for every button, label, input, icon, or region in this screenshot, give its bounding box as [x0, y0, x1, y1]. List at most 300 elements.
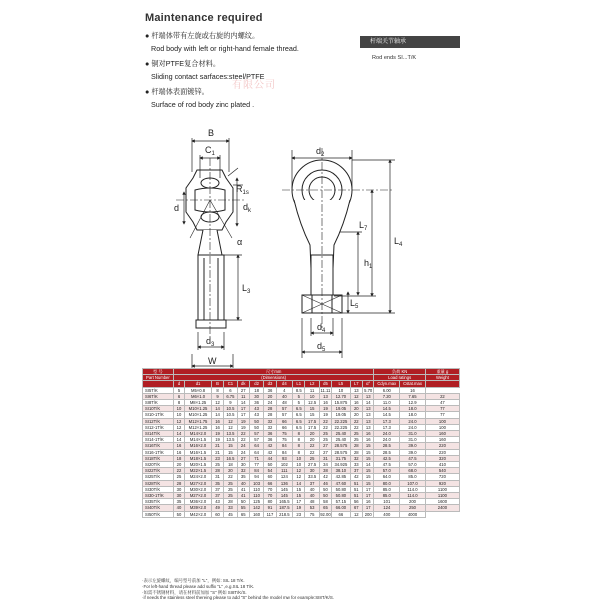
weight-header-cn: 重量 g — [425, 369, 459, 375]
table-cell: 5 — [293, 400, 305, 406]
table-cell: 160 — [249, 511, 263, 517]
table-cell: 14 — [211, 412, 223, 418]
table-cell: 11 — [237, 393, 249, 399]
table-cell: 16 — [362, 431, 373, 437]
dim-label-C1: $C_1$ — [205, 145, 215, 157]
table-cell: 7.20 — [374, 393, 400, 399]
table-cell: M39×2.0 — [185, 505, 212, 511]
table-cell: 25 — [319, 437, 331, 443]
table-cell: 42.85 — [332, 474, 351, 480]
table-cell: 17 — [293, 499, 305, 505]
table-cell: 41 — [237, 493, 249, 499]
table-cell: 25.40 — [332, 431, 351, 437]
table-cell: 50 — [249, 424, 263, 430]
table-cell: 21 — [211, 449, 223, 455]
table-cell: 16.5 — [224, 455, 237, 461]
table-cell: 10 — [305, 393, 319, 399]
table-row — [143, 499, 460, 505]
table-cell: 25 — [319, 431, 331, 437]
table-cell: 16 — [319, 400, 331, 406]
table-cell: 35 — [211, 480, 223, 486]
table-cell: 25.40 — [332, 437, 351, 443]
table-cell: 36 — [249, 400, 263, 406]
table-cell: 34 — [319, 462, 331, 468]
table-cell: 10 — [173, 406, 184, 412]
part-number-cell: SI22T/K — [143, 468, 174, 474]
spec-table — [142, 368, 460, 518]
table-cell: 22 — [224, 474, 237, 480]
table-cell: 10.5 — [224, 412, 237, 418]
table-cell: 15.875 — [332, 400, 351, 406]
table-cell: 30 — [173, 493, 184, 499]
table-cell: 31 — [319, 455, 331, 461]
dim-label-L4: $L_4$ — [394, 236, 403, 248]
dim-label-dk: $d_k$ — [243, 202, 252, 214]
dim-label-L5: $L_5$ — [350, 298, 359, 310]
table-cell: 27 — [319, 443, 331, 449]
table-cell: M14×1.5 — [185, 437, 212, 443]
table-cell: 42 — [319, 474, 331, 480]
table-cell: 218.5 — [276, 511, 292, 517]
table-cell: 25 — [350, 437, 362, 443]
table-cell: 66.00 — [332, 505, 351, 511]
table-cell: 20 — [305, 431, 319, 437]
part-number-cell: SI14-1T/K — [143, 437, 174, 443]
part-number-cell: SI16-1T/K — [143, 449, 174, 455]
table-cell: 14 — [237, 400, 249, 406]
part-number-cell: SI25T/K — [143, 474, 174, 480]
table-cell: 50 — [319, 486, 331, 492]
table-cell: 33 — [224, 505, 237, 511]
table-cell: 28 — [211, 468, 223, 474]
table-cell: M22×1.5 — [185, 468, 212, 474]
table-cell: 47 — [425, 400, 459, 406]
watermark: 有限公司 — [232, 80, 276, 91]
table-cell: 16 — [400, 387, 426, 393]
table-cell: 27 — [319, 449, 331, 455]
part-number-cell: SI50T/K — [143, 511, 174, 517]
table-cell: 19 — [319, 412, 331, 418]
table-cell: 16 — [362, 499, 373, 505]
bullet-icon: ● — [145, 59, 150, 68]
table-cell: 51 — [350, 493, 362, 499]
table-cell: 49 — [211, 505, 223, 511]
table-cell: M27×2.0 — [185, 493, 212, 499]
table-cell: 27 — [237, 387, 249, 393]
table-cell: 12 — [224, 418, 237, 424]
table-cell: 57.15 — [332, 499, 351, 505]
table-cell: 12 — [211, 400, 223, 406]
table-cell: 36 — [264, 431, 276, 437]
table-cell: 19 — [319, 406, 331, 412]
table-cell: 24 — [237, 443, 249, 449]
table-cell: 100 — [425, 424, 459, 430]
part-number-cell: SI5T/K — [143, 387, 174, 393]
table-cell: 12.5 — [305, 400, 319, 406]
table-cell: 25 — [224, 480, 237, 486]
table-cell: 14 — [293, 480, 305, 486]
table-cell: 22 — [350, 424, 362, 430]
table-cell: 50 — [319, 493, 331, 499]
table-cell: 57 — [249, 431, 263, 437]
feature-2-cn-text: 铜对PTFE复合材料。 — [151, 59, 221, 68]
table-row — [143, 474, 460, 480]
table-cell: 27 — [237, 455, 249, 461]
table-cell: 22 — [319, 418, 331, 424]
table-cell: 200 — [362, 511, 373, 517]
table-cell: 66 — [264, 480, 276, 486]
table-cell: 13 — [319, 393, 331, 399]
table-row — [143, 505, 460, 511]
table-cell: 15 — [362, 443, 373, 449]
table-cell: M27×2.0 — [185, 480, 212, 486]
table-cell: 70 — [264, 486, 276, 492]
table-cell: 40 — [173, 505, 184, 511]
table-cell: 145 — [276, 493, 292, 499]
table-cell: 124 — [276, 474, 292, 480]
table-cell: 85.0 — [374, 493, 400, 499]
table-row — [143, 418, 460, 424]
table-cell: 22 — [237, 431, 249, 437]
table-cell: 42 — [350, 474, 362, 480]
table-cell: 28.575 — [332, 449, 351, 455]
dim-label-d: d — [174, 203, 180, 213]
table-cell: 6.5 — [293, 412, 305, 418]
category-badge: 杆端关节轴承 — [360, 36, 460, 48]
front-view — [282, 148, 392, 330]
table-cell: M12×1.25 — [185, 424, 212, 430]
table-cell: 15 — [293, 486, 305, 492]
table-cell: 165.5 — [276, 499, 292, 505]
table-row — [143, 406, 460, 412]
table-cell: 9 — [224, 400, 237, 406]
table-cell: 110 — [249, 493, 263, 499]
table-cell: 20 — [173, 462, 184, 468]
table-cell: 25 — [224, 493, 237, 499]
table-cell: 22 — [237, 437, 249, 443]
table-cell: M18×1.5 — [185, 455, 212, 461]
table-cell: 43 — [249, 406, 263, 412]
part-number-cell: SI14T/K — [143, 431, 174, 437]
table-cell: 33.5 — [305, 474, 319, 480]
table-cell: 50 — [264, 462, 276, 468]
table-cell: 55 — [237, 505, 249, 511]
table-cell: 102 — [276, 462, 292, 468]
table-cell: 15 — [362, 455, 373, 461]
dim-label-d4: $d_4$ — [317, 322, 326, 334]
table-cell: M14×2.0 — [185, 431, 212, 437]
column-header: d — [173, 381, 184, 387]
dim-label-L7: $L_7$ — [359, 220, 368, 232]
table-cell: 44 — [264, 455, 276, 461]
part-number-cell: SI12-1T/K — [143, 424, 174, 430]
table-cell: 17.3 — [374, 424, 400, 430]
table-cell: 16 — [173, 449, 184, 455]
table-cell: 40 — [305, 493, 319, 499]
table-cell: 13 — [350, 387, 362, 393]
table-cell: 12.9 — [400, 400, 426, 406]
column-header: L5 — [332, 381, 351, 387]
part-number-cell: SI6T/K — [143, 393, 174, 399]
model-header-en: Part Number — [143, 375, 174, 381]
table-cell: 8 — [293, 443, 305, 449]
table-cell: 18 — [173, 455, 184, 461]
page-title: Maintenance required — [145, 12, 263, 24]
table-row — [143, 511, 460, 517]
table-cell: 34.925 — [332, 462, 351, 468]
table-cell: M30×2.0 — [185, 486, 212, 492]
table-cell: 48 — [305, 499, 319, 505]
table-cell: 57.0 — [400, 462, 426, 468]
table-cell: 36 — [264, 387, 276, 393]
table-cell: 13 — [362, 406, 373, 412]
table-cell: 6.5 — [293, 418, 305, 424]
table-cell: 24.0 — [400, 424, 426, 430]
table-cell: 31.0 — [400, 437, 426, 443]
table-cell: 12 — [173, 418, 184, 424]
table-cell: 30 — [237, 462, 249, 468]
table-cell: 103 — [249, 480, 263, 486]
table-cell: 22 — [173, 468, 184, 474]
table-cell: 16 — [362, 437, 373, 443]
feature-1-cn-text: 杆端体带有左旋或右旋的内螺纹。 — [151, 31, 260, 40]
table-cell: 117 — [264, 511, 276, 517]
table-cell: M24×2.0 — [185, 474, 212, 480]
table-cell: 13 — [362, 393, 373, 399]
table-cell: 22.225 — [332, 418, 351, 424]
note-en-stainless: ·if needs the stainless steel thereing please to add "S" behind the model mw for example:SI8T/K/S. — [142, 595, 335, 600]
table-cell: 160 — [425, 431, 459, 437]
column-header: L2 — [305, 381, 319, 387]
table-cell: 50 — [249, 418, 263, 424]
table-cell: 20 — [264, 393, 276, 399]
table-cell: 14 — [211, 406, 223, 412]
feature-2-en: Sliding contact sarfaces:steel/PTFE — [151, 72, 265, 81]
table-cell: 28 — [264, 406, 276, 412]
table-cell: 17 — [362, 486, 373, 492]
table-cell: M36×2.0 — [185, 499, 212, 505]
column-header: d4 — [276, 381, 292, 387]
table-cell: 400 — [374, 511, 400, 517]
table-cell: 22.225 — [332, 424, 351, 430]
table-cell: 1100 — [425, 486, 459, 492]
table-cell: 40 — [237, 480, 249, 486]
table-cell: M10×1.25 — [185, 406, 212, 412]
table-cell: 64 — [249, 443, 263, 449]
table-cell: 32 — [264, 424, 276, 430]
table-cell: 6.00 — [374, 387, 400, 393]
table-cell: 13 — [362, 418, 373, 424]
table-cell: 43 — [249, 412, 263, 418]
table-cell: 47.60 — [332, 480, 351, 486]
table-cell: M12×1.75 — [185, 418, 212, 424]
table-cell: 18 — [249, 387, 263, 393]
table-cell: 13 — [362, 424, 373, 430]
table-cell: 220 — [425, 449, 459, 455]
table-cell: 27.5 — [305, 462, 319, 468]
table-cell: 15 — [224, 443, 237, 449]
table-cell: 31.75 — [332, 455, 351, 461]
table-cell: 17 — [237, 412, 249, 418]
dim-label-W: W — [208, 356, 217, 366]
table-cell: 14 — [173, 431, 184, 437]
table-cell: 19.05 — [332, 406, 351, 412]
table-cell: 8.5 — [293, 387, 305, 393]
table-cell: 30 — [249, 393, 263, 399]
part-number-cell: SI30T/K — [143, 486, 174, 492]
table-cell: 20 — [350, 412, 362, 418]
table-cell: 15 — [362, 474, 373, 480]
table-cell: 71 — [249, 455, 263, 461]
table-cell: M16×1.5 — [185, 449, 212, 455]
table-cell: 84 — [249, 468, 263, 474]
table-cell: 10 — [293, 455, 305, 461]
column-header: d2 — [249, 381, 263, 387]
table-cell: 50 — [173, 511, 184, 517]
table-cell: 17.3 — [374, 418, 400, 424]
table-cell: 14.5 — [374, 406, 400, 412]
table-cell: 142 — [249, 505, 263, 511]
column-header: Cdyn.max — [374, 381, 400, 387]
table-cell: 124 — [374, 505, 400, 511]
table-cell: 8 — [211, 387, 223, 393]
table-cell: 19 — [237, 424, 249, 430]
dim-label-alpha: α — [237, 237, 243, 247]
table-cell: 540 — [425, 468, 459, 474]
table-cell: 16 — [211, 424, 223, 430]
table-cell: M42×2.0 — [185, 511, 212, 517]
table-cell: 160 — [425, 437, 459, 443]
table-cell: 250 — [400, 505, 426, 511]
dim-label-h1: $h_1$ — [364, 258, 373, 270]
dim-label-d5: $d_5$ — [317, 341, 326, 353]
table-cell: 28 — [350, 443, 362, 449]
table-cell: 28.5 — [374, 443, 400, 449]
table-cell: 8 — [293, 437, 305, 443]
table-cell: 77 — [249, 462, 263, 468]
table-cell: 37 — [211, 493, 223, 499]
table-cell: 28 — [350, 449, 362, 455]
table-cell: 16 — [350, 400, 362, 406]
column-header-weight — [425, 381, 459, 387]
table-cell: 107.0 — [400, 480, 426, 486]
column-header: B — [211, 381, 223, 387]
table-cell: 57 — [276, 412, 292, 418]
table-cell: 15 — [362, 480, 373, 486]
table-cell: 35 — [173, 499, 184, 505]
table-cell: 5 — [173, 387, 184, 393]
table-cell: 84 — [276, 449, 292, 455]
table-cell: 23 — [211, 455, 223, 461]
table-cell: 145 — [276, 486, 292, 492]
table-cell: 8 — [173, 400, 184, 406]
table-cell: 10 — [293, 462, 305, 468]
table-row — [143, 424, 460, 430]
bullet-icon: ● — [145, 31, 150, 40]
table-cell: 6 — [224, 387, 237, 393]
table-cell: 920 — [425, 480, 459, 486]
table-cell: 10 — [332, 387, 351, 393]
table-cell: 65 — [319, 505, 331, 511]
table-cell: 15 — [362, 449, 373, 455]
table-cell: 25 — [173, 474, 184, 480]
model-header-cn: 型 号 — [143, 369, 174, 375]
table-cell: 33 — [350, 462, 362, 468]
dim-label-L3: $L_3$ — [242, 283, 251, 295]
table-cell: 19 — [211, 431, 223, 437]
table-cell: 50.80 — [332, 486, 351, 492]
table-cell: 57.0 — [374, 468, 400, 474]
table-cell: 14 — [362, 400, 373, 406]
bullet-icon: ● — [145, 87, 150, 96]
table-cell: M5×0.8 — [185, 387, 212, 393]
part-number-cell: SI16T/K — [143, 443, 174, 449]
table-cell: 17 — [362, 505, 373, 511]
table-cell: 20 — [224, 468, 237, 474]
table-cell: 1100 — [425, 493, 459, 499]
table-cell: 42 — [264, 443, 276, 449]
part-number-cell: SI10-1T/K — [143, 412, 174, 418]
spec-table-wrapper — [142, 368, 460, 518]
table-row — [143, 486, 460, 492]
table-cell: 46 — [319, 480, 331, 486]
table-cell: 15 — [224, 449, 237, 455]
table-cell: 56 — [350, 499, 362, 505]
table-cell: 51 — [350, 480, 362, 486]
part-number-cell: SI8T/K — [143, 400, 174, 406]
table-row — [143, 462, 460, 468]
table-cell: 136 — [276, 480, 292, 486]
category-subtitle: Rod ends SI...T/K — [372, 55, 417, 61]
part-number-cell: SI12T/K — [143, 418, 174, 424]
table-cell: 7.65 — [400, 393, 426, 399]
table-cell: 6.5 — [293, 406, 305, 412]
table-cell: 16 — [211, 418, 223, 424]
load-header-en: Load ratings — [374, 375, 425, 381]
table-cell: 93 — [276, 455, 292, 461]
table-cell: 17 — [362, 493, 373, 499]
table-cell: 25 — [211, 462, 223, 468]
column-header: d1 — [185, 381, 212, 387]
table-cell: 22 — [350, 418, 362, 424]
table-cell: 47.5 — [400, 455, 426, 461]
table-cell: 28 — [224, 499, 237, 505]
table-cell: 68.0 — [400, 468, 426, 474]
table-cell: 57 — [276, 406, 292, 412]
table-cell: 9 — [211, 393, 223, 399]
table-cell: 12 — [350, 511, 362, 517]
table-cell: 19 — [211, 437, 223, 443]
table-cell: 37 — [350, 468, 362, 474]
table-cell: 50 — [237, 499, 249, 505]
table-cell: 51 — [350, 486, 362, 492]
part-number-cell: SI40T/K — [143, 505, 174, 511]
table-cell: 66 — [332, 511, 351, 517]
part-number-cell: SI30-1T/K — [143, 493, 174, 499]
feature-3-en: Surface of rod body zinc plated . — [151, 100, 255, 109]
table-row — [143, 387, 460, 393]
table-cell: 320 — [425, 455, 459, 461]
table-row — [143, 412, 460, 418]
table-cell: 4000 — [400, 511, 426, 517]
table-cell: 36 — [264, 437, 276, 443]
table-cell: 38 — [319, 468, 331, 474]
column-header: dk — [237, 381, 249, 387]
table-cell: 13.5 — [224, 431, 237, 437]
table-cell: 28.575 — [332, 443, 351, 449]
table-cell: 19.05 — [332, 412, 351, 418]
table-cell: 4 — [276, 387, 292, 393]
